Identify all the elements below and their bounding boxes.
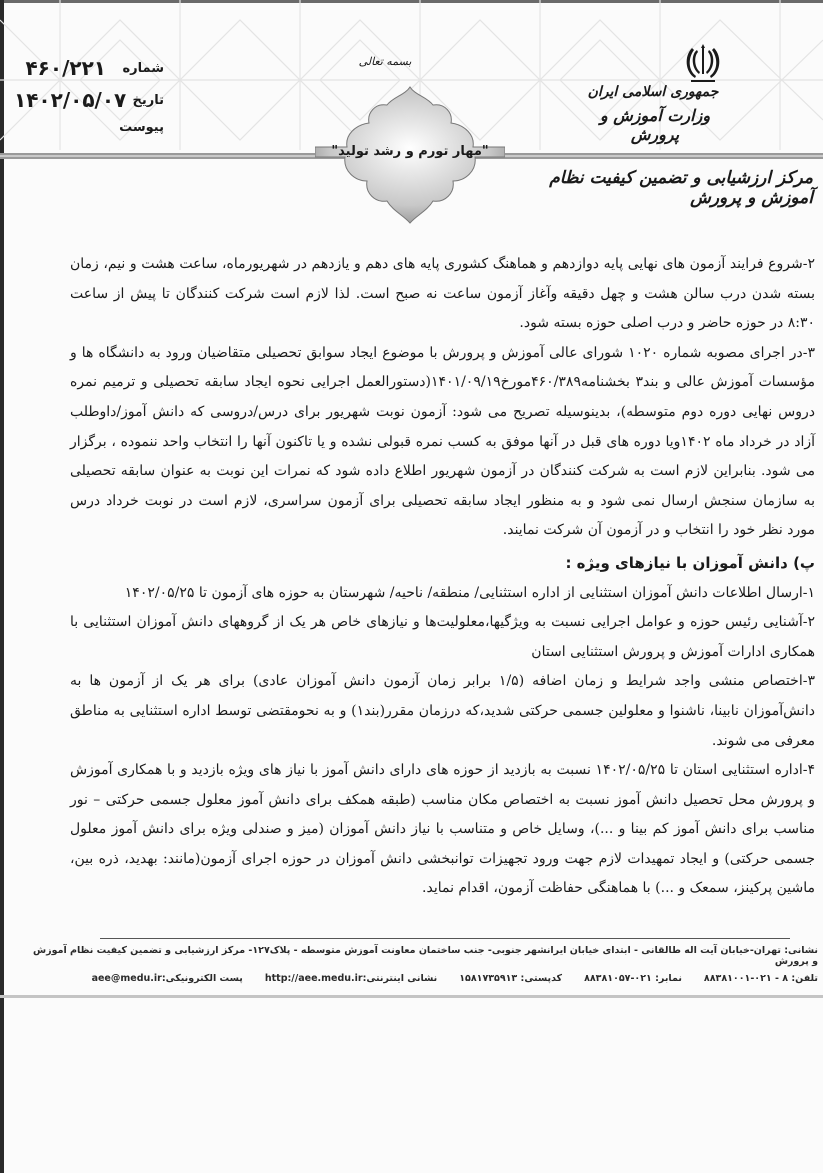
- letter-date-label: تاریخ: [132, 92, 164, 108]
- year-motto: "مهار تورم و رشد تولید": [331, 144, 489, 159]
- organization-name: مرکز ارزشیابی و تضمین کیفیت نظام آموزش و پرورش: [549, 168, 813, 208]
- footer-address: نشانی: تهران-خیابان آیت اله طالقانی - ابتدای خیابان ایرانشهر جنوبی- جنب ساختمان معاونت آموزش متوسطه - پلاک۱۲۷- مرکز ارزشیابی و تضمین کیفیت نظام آموزش و پرورش: [33, 945, 818, 968]
- invocation-text: بسمه تعالی: [358, 55, 412, 68]
- ministry-name: وزارت آموزش و پرورش: [599, 106, 711, 144]
- section-item: ۳-اختصاص منشی واجد شرایط و زمان اضافه (۱/۵ برابر زمان آزمون دانش آموزان عادی) برای هر یک از آزمون ها به دانش‌آموزان نابینا، ناشنوا و معلولین جسمی حرکتی شدید،که درزمان مقرر(بند۱) و به نحومقتضی توسط اداره استثنایی به مناطق معرفی می شوند.: [70, 673, 815, 749]
- footer-email-link[interactable]: aee@medu.ir: [91, 972, 162, 984]
- footer-bottom-band: [0, 995, 823, 998]
- section-heading: پ) دانش آموزان با نیازهای ویژه :: [565, 553, 815, 572]
- country-name: جمهوری اسلامی ایران: [587, 84, 719, 100]
- footer-website-link[interactable]: http://aee.medu.ir: [264, 972, 363, 984]
- letter-body: [70, 0, 815, 904]
- footer-area: [0, 938, 823, 1012]
- footer-website-label: نشانی اینترنتی:: [362, 972, 438, 984]
- letter-date-value: ۱۴۰۲/۰۵/۰۷: [14, 88, 127, 112]
- section-item: ۴-اداره استثنایی استان تا ۱۴۰۲/۰۵/۲۵ نسبت به بازدید از حوزه های دارای دانش آموز با نیاز های ویژه بازدید و با همکاری آموزش و پرورش محل تحصیل دانش آموز نسبت به اختصاص مکان مناسب (طبقه همکف برای دانش آموز معلول جسمی حرکتی – نور مناسب برای دانش آموز کم بینا و ...)، وسایل خاص و متناسب با نیاز دانش آموزان (میز و صندلی ویژه برای دانش آموز معلول جسمی حرکتی) و ایجاد تمهیدات لازم جهت ورود تجهیزات توانبخشی دانش آموزان در حوزه اجرای آزمون(مانند: بهدید، ذره بین، ماشین پرکینز، سمعک و ...) با هماهنگی حفاظت آزمون، اقدام نماید.: [70, 762, 815, 897]
- body-paragraph: ۳-در اجرای مصوبه شماره ۱۰۲۰ شورای عالی آموزش و پرورش با موضوع ایجاد سوابق تحصیلی متقاضیان ورود به دانشگاه ها و مؤسسات آموزش عالی و بند۳ بخشنامه۴۶۰/۳۸۹مورخ۱۴۰۱/۰۹/۱۹(دستورالعمل اجرایی نحوه ایجاد سابقه تحصیلی و ترمیم نمره دروس نهایی دوره دوم متوسطه)، بدینوسیله تصریح می شود: آزمون نوبت شهریور برای درس/دروسی که دانش آموز/داوطلب آزاد در خرداد ماه ۱۴۰۲ویا دوره های قبل در آنها موفق به کسب نمره قبولی نشده و یا تاکنون آنها را انتخاب واحد ننموده ، برگزار می شود. بنابراین لازم است به شرکت کنندگان در آزمون شهریور اطلاع داده شود که نمرات این نوبت به عنوان سابقه تحصیلی به سازمان سنجش ارسال نمی شود و به منظور ایجاد سابقه تحصیلی برای آزمون سراسری، لازم است در نوبت خرداد درس مورد نظر خود را انتخاب و در آزمون آن شرکت نمایند.: [70, 344, 815, 539]
- footer-postal-code: کدپستی: ۱۵۸۱۷۳۵۹۱۳: [459, 972, 563, 984]
- attachment-label: پیوست: [119, 119, 164, 135]
- body-paragraph: ۲-شروع فرایند آزمون های نهایی پایه دوازدهم و هماهنگ کشوری پایه های دهم و یازدهم در شهریورماه، ساعت هشت و نیم، زمان بسته شدن درب سالن هشت و چهل دقیقه وآغاز آزمون ساعت نه صبح است. لذا لازم است شرکت کنندگان تا پیش از ساعت ۸:۳۰ در حوزه حاضر و درب اصلی حوزه بسته شود.: [70, 256, 815, 332]
- footer-address-row: [28, 945, 818, 967]
- footer-email-label: پست الکترونیکی:: [161, 972, 243, 984]
- letter-footer: [28, 945, 818, 989]
- letter-number-label: شماره: [122, 60, 164, 76]
- footer-phone: تلفن: ۸ - ۰۲۱-۸۸۳۸۱۰۰۱: [703, 972, 818, 984]
- letter-number-value: ۴۶۰/۲۲۱: [25, 56, 106, 80]
- footer-contact-row: [28, 967, 818, 989]
- footer-fax: نمابر: ۰۲۱-۸۸۳۸۱۰۵۷: [584, 972, 682, 984]
- footer-divider: [100, 938, 790, 939]
- section-item: ۲-آشنایی رئیس حوزه و عوامل اجرایی نسبت به ویژگیها،معلولیت‌ها و نیازهای خاص هر یک از گروههای دانش آموزان استثنایی با همکاری ادارات آموزش و پرورش استثنایی استان: [70, 614, 815, 660]
- section-item: ۱-ارسال اطلاعات دانش آموزان استثنایی از اداره استثنایی/ منطقه/ ناحیه/ شهرستان به حوزه های آزمون تا ۱۴۰۲/۰۵/۲۵: [124, 584, 815, 601]
